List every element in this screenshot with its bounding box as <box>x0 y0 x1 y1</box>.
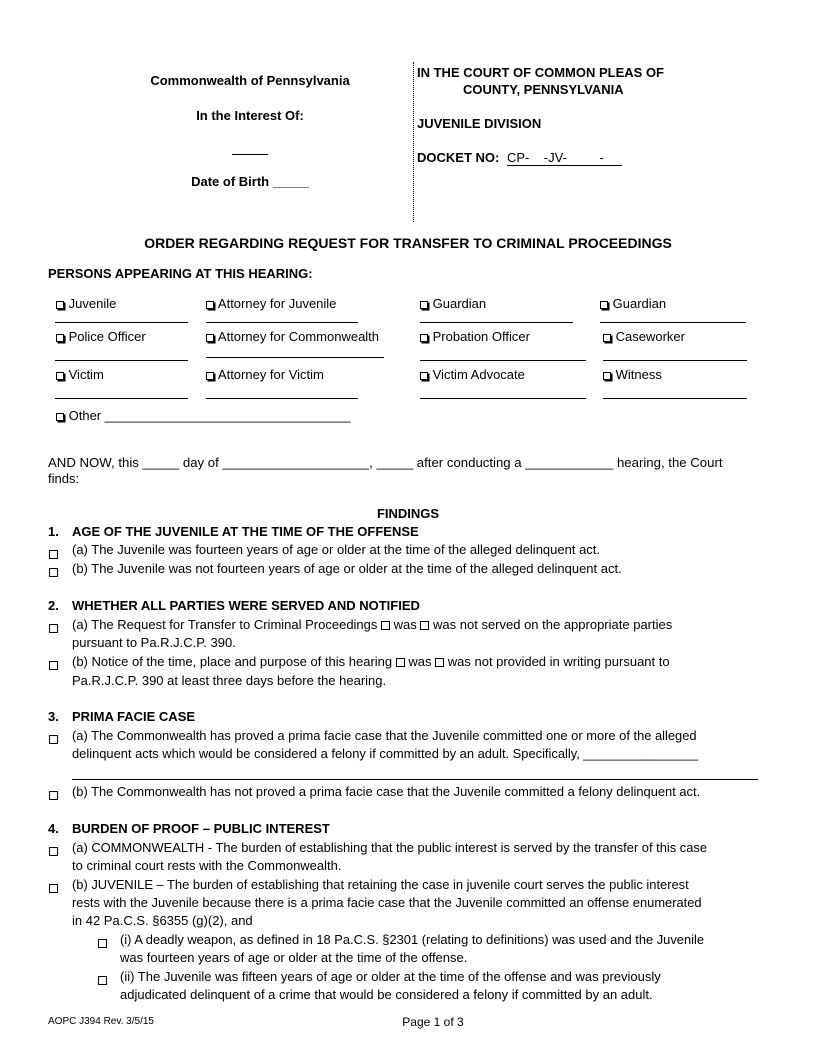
checkbox-icon[interactable] <box>49 550 58 559</box>
section-1-title: AGE OF THE JUVENILE AT THE TIME OF THE OFFENSE <box>72 524 419 539</box>
checkbox-icon[interactable] <box>600 301 608 309</box>
checkbox-icon[interactable] <box>49 884 58 893</box>
person-label: Police Officer <box>68 329 146 344</box>
finding-4a-line2: to criminal court rests with the Commonwealth. <box>72 858 342 873</box>
court-name-line2: COUNTY, PENNSYLVANIA <box>463 82 624 97</box>
person-witness[interactable] <box>603 367 662 383</box>
finding-4a-line1: (a) COMMONWEALTH - The burden of establishing that the public interest is served by the transfer of this case <box>72 840 708 855</box>
checkbox-icon[interactable] <box>420 372 428 380</box>
finding-4b-i-line1: (i) A deadly weapon, as defined in 18 Pa.C.S. §2301 (relating to definitions) was used and the Juvenile <box>120 932 705 947</box>
finding-3b: (b) The Commonwealth has not proved a prima facie case that the Juvenile committed a felony delinquent act. <box>72 784 701 799</box>
finding-2b-line2: Pa.R.J.C.P. 390 at least three days before the hearing. <box>72 673 387 688</box>
finding-2a-text-post: was not served on the appropriate parties <box>433 617 673 632</box>
checkbox-icon[interactable] <box>49 568 58 577</box>
person-attorney-victim[interactable] <box>206 367 324 383</box>
person-label: Other __________________________________ <box>68 408 351 423</box>
section-4-number: 4. <box>48 821 59 836</box>
checkbox-icon[interactable] <box>603 372 611 380</box>
and-now-line2: finds: <box>48 471 80 486</box>
checkbox-icon[interactable] <box>98 976 107 985</box>
name-line[interactable] <box>600 322 746 323</box>
person-police-officer[interactable] <box>56 329 146 345</box>
person-label: Victim <box>68 367 104 382</box>
name-line[interactable] <box>603 398 747 399</box>
juvenile-name-line <box>232 154 268 155</box>
person-probation-officer[interactable] <box>420 329 530 345</box>
docket-value[interactable]: CP- -JV- - <box>506 150 622 165</box>
checkbox-icon[interactable] <box>420 301 428 309</box>
finding-2b-text-post: was not provided in writing pursuant to <box>447 654 670 669</box>
specifically-line[interactable] <box>72 779 758 780</box>
checkbox-icon[interactable] <box>420 621 429 630</box>
checkbox-icon[interactable] <box>56 334 64 342</box>
person-label: Juvenile <box>68 296 117 311</box>
name-line[interactable] <box>55 360 188 361</box>
checkbox-icon[interactable] <box>56 372 64 380</box>
section-3-title: PRIMA FACIE CASE <box>72 709 196 724</box>
page-number: Page 1 of 3 <box>402 1015 464 1029</box>
person-label: Attorney for Juvenile <box>217 296 337 311</box>
finding-2a-was: was <box>393 617 417 632</box>
finding-4b-line1: (b) JUVENILE – The burden of establishing that retaining the case in juvenile court serves the public interest <box>72 877 689 892</box>
checkbox-icon[interactable] <box>49 735 58 744</box>
section-4-title: BURDEN OF PROOF – PUBLIC INTEREST <box>72 821 330 836</box>
person-label: Witness <box>615 367 662 382</box>
header-divider <box>413 62 414 222</box>
person-guardian-1[interactable] <box>420 296 486 312</box>
name-line[interactable] <box>420 322 573 323</box>
finding-4b-i-line2: was fourteen years of age or older at the time of the offense. <box>120 950 468 965</box>
form-id: AOPC J394 Rev. 3/5/15 <box>48 1016 154 1027</box>
person-label: Guardian <box>612 296 667 311</box>
name-line[interactable] <box>206 357 384 358</box>
finding-2a-line1 <box>72 617 672 633</box>
and-now-line1: AND NOW, this _____ day of ____________________, _____ after conducting a ____________ hearing, the Court <box>48 455 723 470</box>
person-caseworker[interactable] <box>603 329 685 345</box>
person-attorney-commonwealth[interactable] <box>206 329 379 345</box>
finding-2b-was: was <box>408 654 432 669</box>
name-line[interactable] <box>420 398 586 399</box>
checkbox-icon[interactable] <box>420 334 428 342</box>
checkbox-icon[interactable] <box>381 621 390 630</box>
finding-4b-line3: in 42 Pa.C.S. §6355 (g)(2), and <box>72 913 253 928</box>
checkbox-icon[interactable] <box>56 413 64 421</box>
checkbox-icon[interactable] <box>49 847 58 856</box>
person-label: Guardian <box>432 296 487 311</box>
person-victim[interactable] <box>56 367 104 383</box>
finding-4b-ii-line1: (ii) The Juvenile was fifteen years of age or older at the time of the offense and was previously <box>120 969 661 984</box>
finding-2b-text-pre: (b) Notice of the time, place and purpose of this hearing <box>72 654 393 669</box>
finding-1a: (a) The Juvenile was fourteen years of age or older at the time of the alleged delinquent act. <box>72 542 601 557</box>
name-line[interactable] <box>55 398 188 399</box>
checkbox-icon[interactable] <box>56 301 64 309</box>
name-line[interactable] <box>55 322 188 323</box>
checkbox-icon[interactable] <box>49 624 58 633</box>
finding-2a-line2: pursuant to Pa.R.J.C.P. 390. <box>72 635 236 650</box>
page-title: ORDER REGARDING REQUEST FOR TRANSFER TO CRIMINAL PROCEEDINGS <box>144 235 672 251</box>
finding-3a-line1: (a) The Commonwealth has proved a prima facie case that the Juvenile committed one or more of the alleged <box>72 728 697 743</box>
finding-3a-line2: delinquent acts which would be considered a felony if committed by an adult. Specifically, ________________ <box>72 746 699 761</box>
person-label: Probation Officer <box>432 329 530 344</box>
section-3-number: 3. <box>48 709 59 724</box>
findings-heading: FINDINGS <box>376 506 440 521</box>
finding-4b-line2: rests with the Juvenile because there is a prima facie case that the Juvenile committed an offense enumerated <box>72 895 702 910</box>
person-label: Victim Advocate <box>432 367 525 382</box>
checkbox-icon[interactable] <box>206 301 214 309</box>
checkbox-icon[interactable] <box>49 791 58 800</box>
person-victim-advocate[interactable] <box>420 367 525 383</box>
court-name-line1: IN THE COURT OF COMMON PLEAS OF <box>417 65 664 80</box>
checkbox-icon[interactable] <box>206 372 214 380</box>
name-line[interactable] <box>603 360 747 361</box>
finding-4b-ii-line2: adjudicated delinquent of a crime that would be considered a felony if committed by an adult. <box>120 987 653 1002</box>
person-juvenile[interactable] <box>56 296 116 312</box>
person-attorney-juvenile[interactable] <box>206 296 336 312</box>
finding-2a-text-pre: (a) The Request for Transfer to Criminal Proceedings <box>72 617 378 632</box>
commonwealth-label: Commonwealth of Pennsylvania <box>150 73 350 88</box>
docket-label: DOCKET NO: <box>417 150 500 165</box>
name-line[interactable] <box>206 322 358 323</box>
section-1-number: 1. <box>48 524 59 539</box>
in-interest-label: In the Interest Of: <box>196 108 304 123</box>
name-line[interactable] <box>206 398 358 399</box>
person-label: Attorney for Victim <box>217 367 324 382</box>
docket-number[interactable] <box>417 150 622 166</box>
checkbox-icon[interactable] <box>206 334 214 342</box>
person-other[interactable] <box>56 408 351 424</box>
finding-2b-line1 <box>72 654 670 670</box>
checkbox-icon[interactable] <box>98 939 107 948</box>
checkbox-icon[interactable] <box>49 661 58 670</box>
name-line[interactable] <box>420 360 586 361</box>
person-guardian-2[interactable] <box>600 296 666 312</box>
persons-heading: PERSONS APPEARING AT THIS HEARING: <box>48 266 313 281</box>
division-label: JUVENILE DIVISION <box>417 116 542 131</box>
finding-1b: (b) The Juvenile was not fourteen years of age or older at the time of the alleged delinquent act. <box>72 561 622 576</box>
section-2-title: WHETHER ALL PARTIES WERE SERVED AND NOTIFIED <box>72 598 420 613</box>
checkbox-icon[interactable] <box>435 658 444 667</box>
date-of-birth-label: Date of Birth _____ <box>191 174 309 189</box>
person-label: Caseworker <box>615 329 685 344</box>
section-2-number: 2. <box>48 598 59 613</box>
person-label: Attorney for Commonwealth <box>217 329 380 344</box>
checkbox-icon[interactable] <box>396 658 405 667</box>
checkbox-icon[interactable] <box>603 334 611 342</box>
